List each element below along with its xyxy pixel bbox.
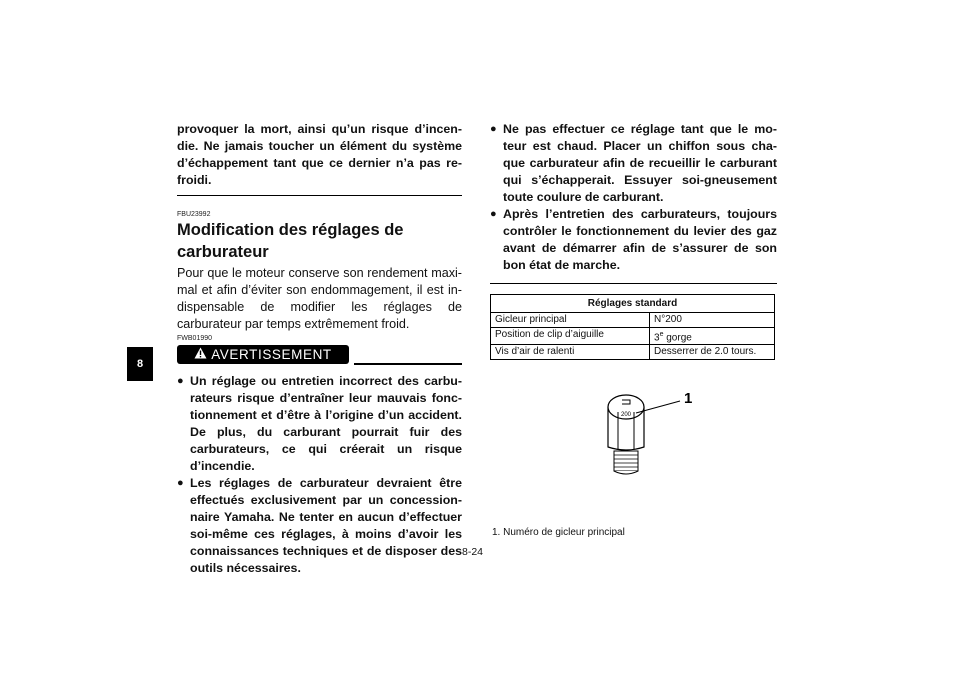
figure-caption: 1. Numéro de gicleur principal [492,527,625,538]
bullet-icon: ● [490,123,497,135]
section-title: Modification des réglages de carburateur [177,221,404,261]
warning-code: FWB01990 [177,335,213,342]
callout-number: 1 [684,390,693,407]
table-row [491,328,775,345]
bullet-icon: ● [490,208,497,220]
warning-header [177,345,462,367]
table-cell: N°200 [650,313,775,328]
intro-warning-text: provoquer la mort, ainsi qu’un risque d’incen-die. Ne jamais toucher un élément du système d’échappement tant que ce dernier n’a pas re-froidi. [177,122,462,187]
clip-position-number: 3 [654,332,660,344]
table-cell [650,328,775,345]
table-row [491,345,775,360]
list-item [490,206,777,274]
table-cell: Vis d’air de ralenti [491,345,650,360]
main-jet-figure [598,385,708,485]
warning-rule [354,363,462,365]
table-header: Réglages standard [491,295,775,313]
clip-position-unit: gorge [663,332,692,344]
section-code: FBU23992 [177,211,211,218]
list-item-text: Après l’entretien des carburateurs, toujours contrôler le fonctionnement du levier des gaz avant de démarrer afin de s’assurer de son bon état de marche. [503,207,777,272]
main-jet-illustration [598,385,708,485]
right-column [490,121,777,360]
bullet-icon: ● [177,477,184,489]
list-item [490,121,777,206]
table-cell: Desserrer de 2.0 tours. [650,345,775,360]
chapter-tab: 8 [127,347,153,381]
warning-bullet-list [177,373,462,577]
table-row [491,313,775,328]
warning-banner [177,345,349,364]
warning-label: AVERTISSEMENT [211,347,332,362]
divider [177,195,462,196]
page-number: 8-24 [462,546,484,558]
warning-triangle-icon [194,347,207,362]
list-item-text: Ne pas effectuer ce réglage tant que le mo-teur est chaud. Placer un chiffon sous cha-que carburateur afin de recueillir le carburant qui s’échapperait. Essuyer soi-gneusement toute coulure de carburant. [503,122,777,204]
list-item-text: Les réglages de carburateur devraient être effectués exclusivement par un concession-naire Yamaha. Ne tenter en aucun d’effectuer soi-même ces réglages, à moins d’avoir les connaissances techniques et de disposer des outils nécessaires. [190,476,462,575]
caution-bullet-list [490,121,777,274]
settings-table [490,294,775,360]
table-cell: Position de clip d’aiguille [491,328,650,345]
left-column [177,121,462,577]
list-item [177,373,462,475]
jet-marking: 200 [620,412,632,418]
section-body: Pour que le moteur conserve son rendement maxi-mal et afin d’éviter son endommagement, il est in-dispensable de modifier les réglages de carburateur par temps extrêmement froid. [177,266,462,331]
settings-table-section [490,283,777,360]
bullet-icon: ● [177,375,184,387]
list-item [177,475,462,577]
list-item-text: Un réglage ou entretien incorrect des carbu-rateurs risque d’entraîner leur mauvais fonc-tionnement et d’être à l’origine d’un accident. De plus, du carburant pourrait fuir des carburateurs, ce qui créerait un risque d’incendie. [190,374,462,473]
clip-position-suffix: e [659,331,664,338]
table-cell: Gicleur principal [491,313,650,328]
